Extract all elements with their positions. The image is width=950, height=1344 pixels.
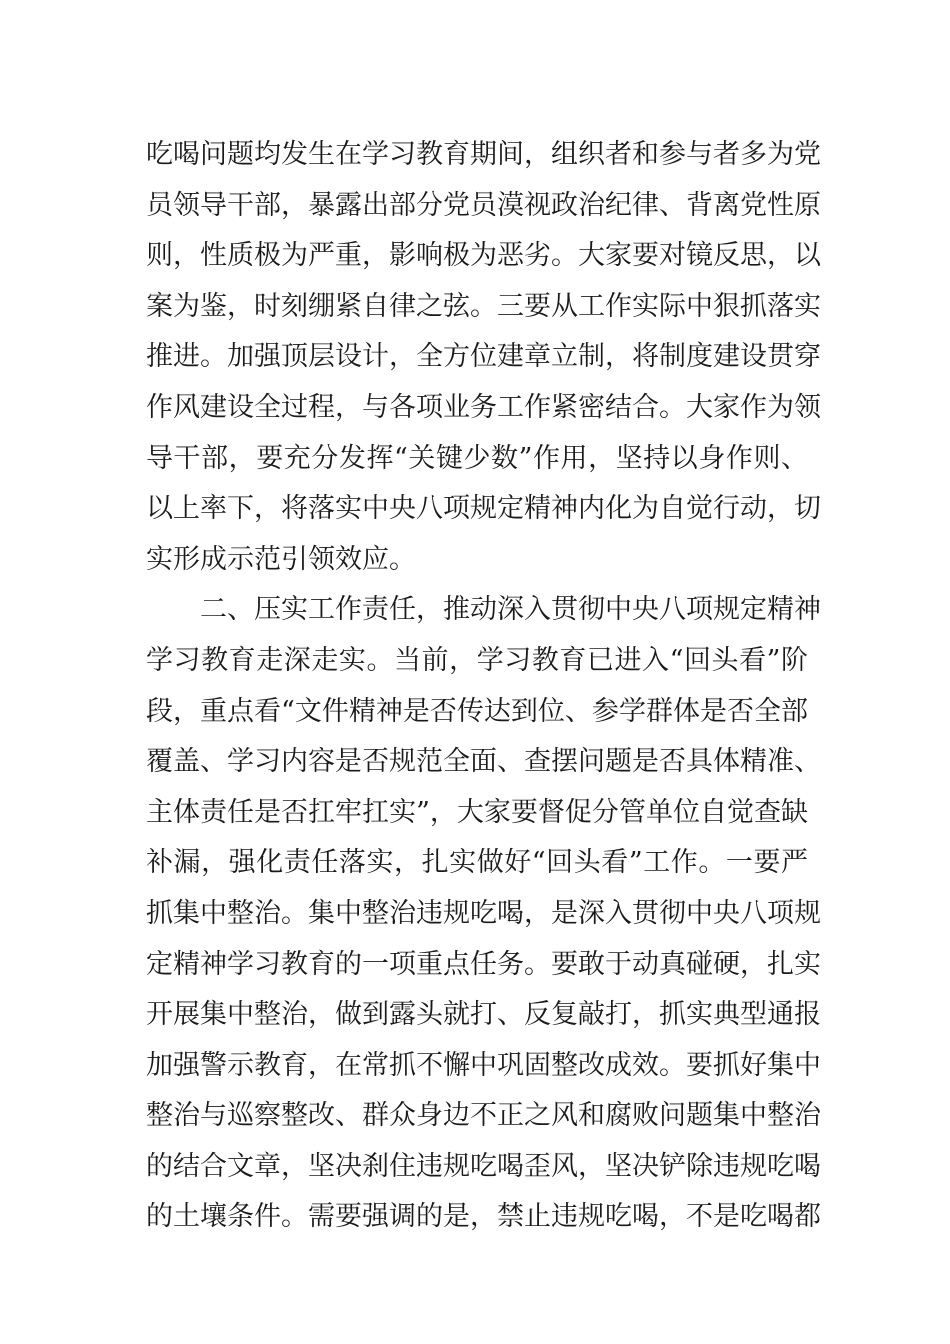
text-line: 补漏，强化责任落实，扎实做好“回头看”工作。一要严 [146, 847, 808, 879]
text-line: 导干部，要充分发挥“关键少数”作用，坚持以身作则、 [146, 442, 808, 474]
text-line: 的结合文章，坚决刹住违规吃喝歪风，坚决铲除违规吃喝 [146, 1150, 821, 1182]
text-line: 作风建设全过程，与各项业务工作紧密结合。大家作为领 [146, 391, 821, 423]
text-line: 学习教育走深走实。当前，学习教育已进入“回头看”阶 [146, 644, 808, 676]
text-line: 抓集中整治。集中整治违规吃喝，是深入贯彻中央八项规 [146, 897, 821, 929]
text-line: 定精神学习教育的一项重点任务。要敢于动真碰硬，扎实 [146, 948, 821, 980]
body-text [146, 130, 821, 1243]
text-line: 案为鉴，时刻绷紧自律之弦。三要从工作实际中狠抓落实 [146, 290, 821, 322]
text-line: 吃喝问题均发生在学习教育期间，组织者和参与者多为党 [146, 139, 821, 170]
text-line: 开展集中整治，做到露头就打、反复敲打，抓实典型通报 [146, 999, 821, 1031]
text-line: 覆盖、学习内容是否规范全面、查摆问题是否具体精准、 [146, 746, 821, 778]
text-line: 的土壤条件。需要强调的是，禁止违规吃喝，不是吃喝都 [146, 1201, 821, 1233]
text-line: 以上率下，将落实中央八项规定精神内化为自觉行动，切 [146, 493, 821, 525]
text-line: 实形成示范引领效应。 [146, 543, 416, 575]
text-line: 整治与巡察整改、群众身边不正之风和腐败问题集中整治 [146, 1100, 821, 1132]
text-line: 加强警示教育，在常抓不懈中巩固整改成效。要抓好集中 [146, 1049, 821, 1081]
text-line: 则，性质极为严重，影响极为恶劣。大家要对镜反思，以 [146, 240, 821, 272]
text-line: 主体责任是否扛牢扛实”，大家要督促分管单位自觉查缺 [146, 796, 808, 828]
text-line: 推进。加强顶层设计，全方位建章立制，将制度建设贯穿 [146, 341, 821, 373]
section-heading-line: 二、压实工作责任，推动深入贯彻中央八项规定精神 [200, 594, 821, 626]
text-line: 段，重点看“文件精神是否传达到位、参学群体是否全部 [146, 695, 808, 727]
text-line: 员领导干部，暴露出部分党员漠视政治纪律、背离党性原 [146, 189, 821, 221]
